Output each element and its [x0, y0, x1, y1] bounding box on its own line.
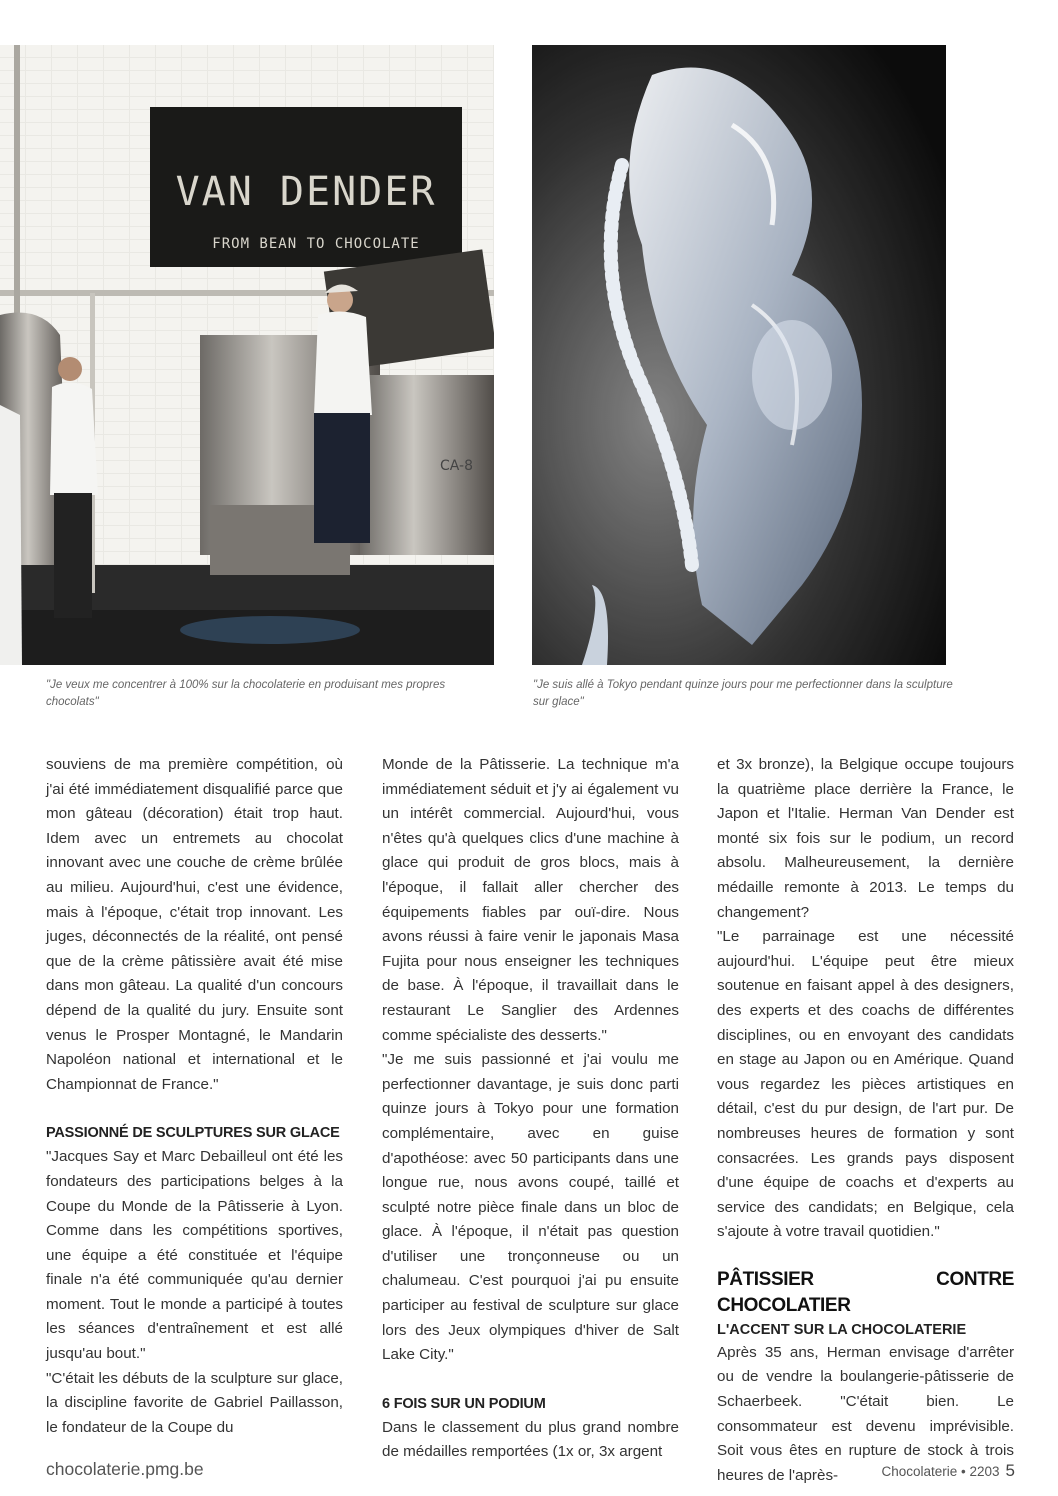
section-heading: 6 FOIS SUR UN PODIUM	[382, 1395, 546, 1412]
photo-chocolate-factory	[0, 45, 494, 665]
paragraph: "Jacques Say et Marc Debailleul ont été les fondateurs des participations belges à la Coupe du Monde de la Pâtisserie à Lyon. Comme dans les compétitions sportives, une équipe a été constituée et l'équipe finale n'a été communiquée qu'au dernier moment. Tout le monde a participé à toutes les séances d'entraînement et est allé jusqu'au bout."	[46, 1148, 343, 1363]
text-column-3	[717, 753, 1014, 1488]
paragraph: "C'était les débuts de la sculpture sur glace, la discipline favorite de Gabriel Paillasson, le fondateur de la Coupe du	[46, 1369, 343, 1436]
machine-label: CA-8	[440, 458, 474, 474]
photo-ice-sculpture	[532, 45, 946, 665]
sign-text-2: FROM BEAN TO CHOCOLATE	[212, 236, 420, 252]
footer-magazine: Chocolaterie • 2203	[881, 1464, 1000, 1479]
caption-right-photo: "Je suis allé à Tokyo pendant quinze jours pour me perfectionner dans la sculpture sur glace"	[533, 679, 953, 708]
paragraph: Monde de la Pâtisserie. La technique m'a immédiatement séduit et j'y ai également vu un intérêt commercial. Aujourd'hui, vous n'êtes qu'à quelques clics d'une machine à glace qui produit de gros blocs, mais à l'époque, il fallait aller chercher des équipements fiables par ouï-dire. Nous avons réussi à faire venir le japonais Masa Fujita pour nous enseigner les techniques de base. À l'époque, il travaillait dans le restaurant Le Sanglier des Ardennes comme spécialiste des desserts."	[382, 756, 679, 1044]
main-heading: PÂTISSIER CONTRE CHOCOLATIER	[717, 1268, 1014, 1316]
text-column-2	[382, 753, 679, 1465]
section-heading: PASSIONNÉ DE SCULPTURES SUR GLACE	[46, 1125, 340, 1142]
page-number: 5	[1005, 1461, 1015, 1480]
footer-issue	[881, 1461, 1015, 1481]
paragraph: et 3x bronze), la Belgique occupe toujours la quatrième place derrière la France, le Japon et l'Italie. Herman Van Dender est monté six fois sur le podium, un record absolu. Malheureusement, la dernière médaille remonte à 2013. Le temps du changement?	[717, 756, 1014, 921]
sign-text-1: VAN DENDER	[175, 169, 437, 215]
paragraph: Dans le classement du plus grand nombre de médailles remportées (1x or, 3x argent	[382, 1418, 679, 1461]
sub-heading: L'ACCENT SUR LA CHOCOLATERIE	[717, 1321, 967, 1338]
caption-left-photo: "Je veux me concentrer à 100% sur la chocolaterie en produisant mes propres chocolats"	[46, 679, 446, 708]
text-column-1	[46, 753, 343, 1440]
paragraph: "Le parrainage est une nécessité aujourd'hui. L'équipe peut être mieux soutenue en faisant appel à des designers, des experts et des coachs de différentes disciplines, ou en envoyant des candidats en stage au Japon ou en Amérique. Quand vous regardez les pièces artistiques en détail, c'est du pur design, de l'art pur. De nombreuses heures de formation y sont consacrées. Les grands pays disposent d'une équipe de coachs et d'experts au service des candidats; en Belgique, cela s'ajoute à votre travail quotidien."	[717, 928, 1014, 1241]
paragraph: souviens de ma première compétition, où j'ai été immédiatement disqualifié parce que mon gâteau (décoration) était trop haut. Idem avec un entremets au chocolat innovant avec une couche de crème brûlée au milieu. Aujourd'hui, c'est une évidence, mais à l'époque, c'était trop innovant. Les juges, déconnectés de la réalité, ont pensé que de la crème pâtissière avait été mise dans mon gâteau. La qualité d'un concours dépend de la qualité du jury. Ensuite sont venus le Prosper Montagné, le Mandarin Napoléon national et international et le Championnat de France."	[46, 756, 343, 1093]
paragraph: Après 35 ans, Herman envisage d'arrêter ou de vendre la boulangerie-pâtisserie de Schaerbeek. "C'était bien. Le consommateur est devenu imprévisible. Soit vous êtes en rupture de stock à trois heures de l'après-	[717, 1343, 1014, 1484]
photo-chocolate-factory-image	[0, 45, 494, 665]
paragraph: "Je me suis passionné et j'ai voulu me perfectionner davantage, je suis donc parti quinze jours à Tokyo pour une formation complémentaire, avec en guise d'apothéose: avec 50 participants dans une longue rue, nous avons coupé, taillé et sculpté notre pièce finale dans un bloc de glace. À l'époque, il n'était pas question d'utiliser une tronçonneuse ou un chalumeau. C'est pourquoi j'ai pu ensuite participer au festival de sculpture sur glace lors des Jeux olympiques d'hiver de Salt Lake City."	[382, 1051, 679, 1364]
photo-ice-sculpture-image	[532, 45, 946, 665]
footer-website: chocolaterie.pmg.be	[46, 1459, 204, 1479]
